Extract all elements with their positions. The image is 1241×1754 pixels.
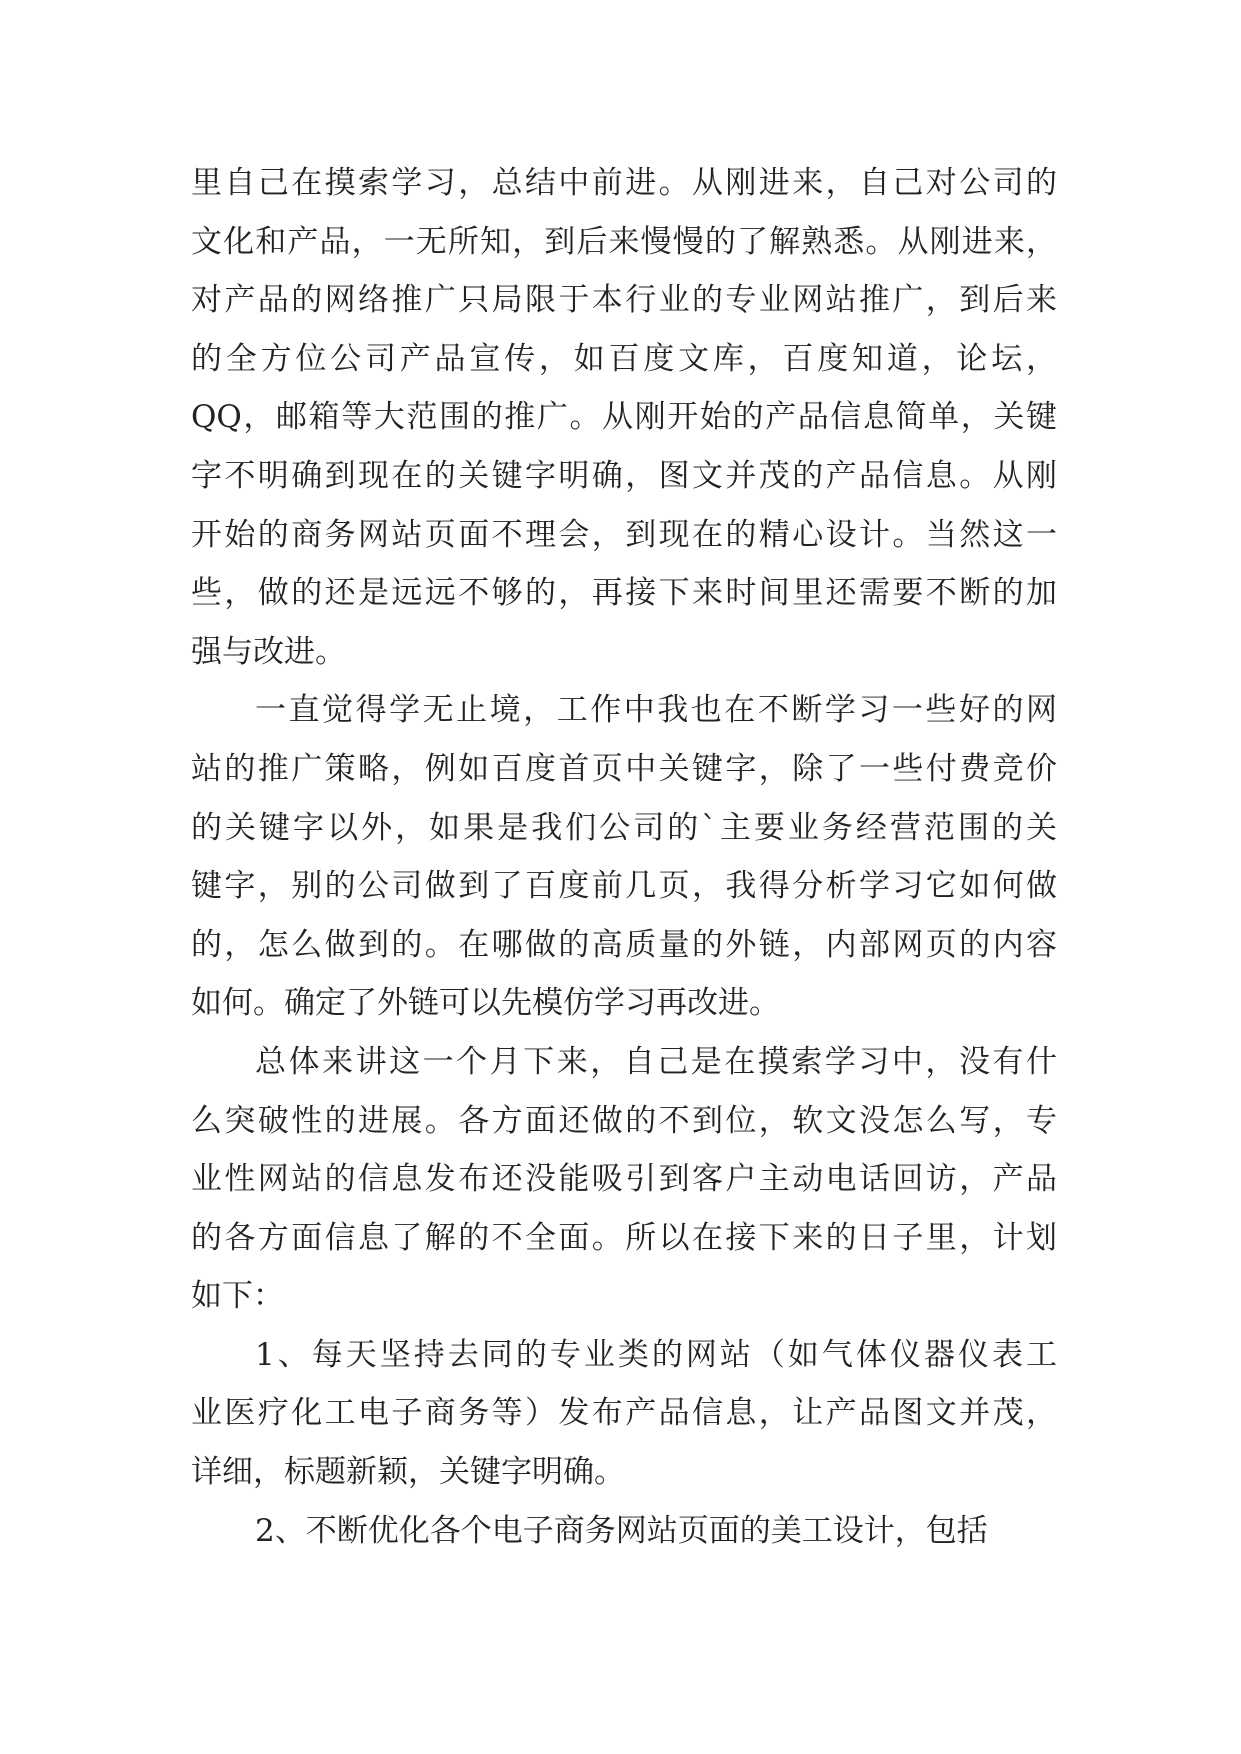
- text-line: 对产品的网络推广只局限于本行业的专业网站推广，到后来: [191, 282, 1057, 319]
- text-line: 字不明确到现在的关键字明确，图文并茂的产品信息。从刚: [191, 457, 1057, 494]
- text-line: 强与改进。: [191, 633, 346, 670]
- text-line: 的各方面信息了解的不全面。所以在接下来的日子里，计划: [191, 1219, 1057, 1256]
- text-line: 里自己在摸索学习，总结中前进。从刚进来，自己对公司的: [191, 165, 1057, 201]
- text-line: 一直觉得学无止境，工作中我也在不断学习一些好的网: [255, 692, 1057, 729]
- text-line: 详细，标题新颖，关键字明确。: [191, 1454, 625, 1491]
- paragraph-5: [191, 1502, 1057, 1561]
- text-line: 如何。确定了外链可以先模仿学习再改进。: [191, 985, 780, 1022]
- paragraph-3: [191, 1033, 1057, 1326]
- text-line: QQ，邮箱等大范围的推广。从刚开始的产品信息简单，关键: [191, 399, 1057, 436]
- text-line: 业性网站的信息发布还没能吸引到客户主动电话回访，产品: [191, 1161, 1057, 1198]
- text-line: 的全方位公司产品宣传，如百度文库，百度知道，论坛，: [191, 340, 1057, 377]
- text-line: 2、不断优化各个电子商务网站页面的美工设计，包括: [255, 1512, 988, 1549]
- text-line: 的关键字以外，如果是我们公司的`主要业务经营范围的关: [191, 809, 1057, 846]
- text-line: 如下：: [191, 1278, 284, 1315]
- text-line: 些，做的还是远远不够的，再接下来时间里还需要不断的加: [191, 575, 1057, 612]
- document-body: [191, 154, 1057, 1560]
- text-line: 总体来讲这一个月下来，自己是在摸索学习中，没有什: [255, 1043, 1057, 1080]
- text-line: 开始的商务网站页面不理会，到现在的精心设计。当然这一: [191, 516, 1057, 553]
- paragraph-1: [191, 154, 1057, 681]
- text-line: 文化和产品，一无所知，到后来慢慢的了解熟悉。从刚进来，: [191, 223, 1057, 260]
- text-line: 键字，别的公司做到了百度前几页，我得分析学习它如何做: [191, 868, 1057, 905]
- paragraph-2: [191, 681, 1057, 1033]
- text-line: 业医疗化工电子商务等）发布产品信息，让产品图文并茂，: [191, 1395, 1057, 1432]
- paragraph-4: [191, 1326, 1057, 1502]
- text-line: 站的推广策略，例如百度首页中关键字，除了一些付费竞价: [191, 750, 1057, 787]
- text-line: 1、每天坚持去同的专业类的网站（如气体仪器仪表工: [255, 1336, 1057, 1373]
- text-line: 么突破性的进展。各方面还做的不到位，软文没怎么写，专: [191, 1102, 1057, 1139]
- text-line: 的，怎么做到的。在哪做的高质量的外链，内部网页的内容: [191, 926, 1057, 963]
